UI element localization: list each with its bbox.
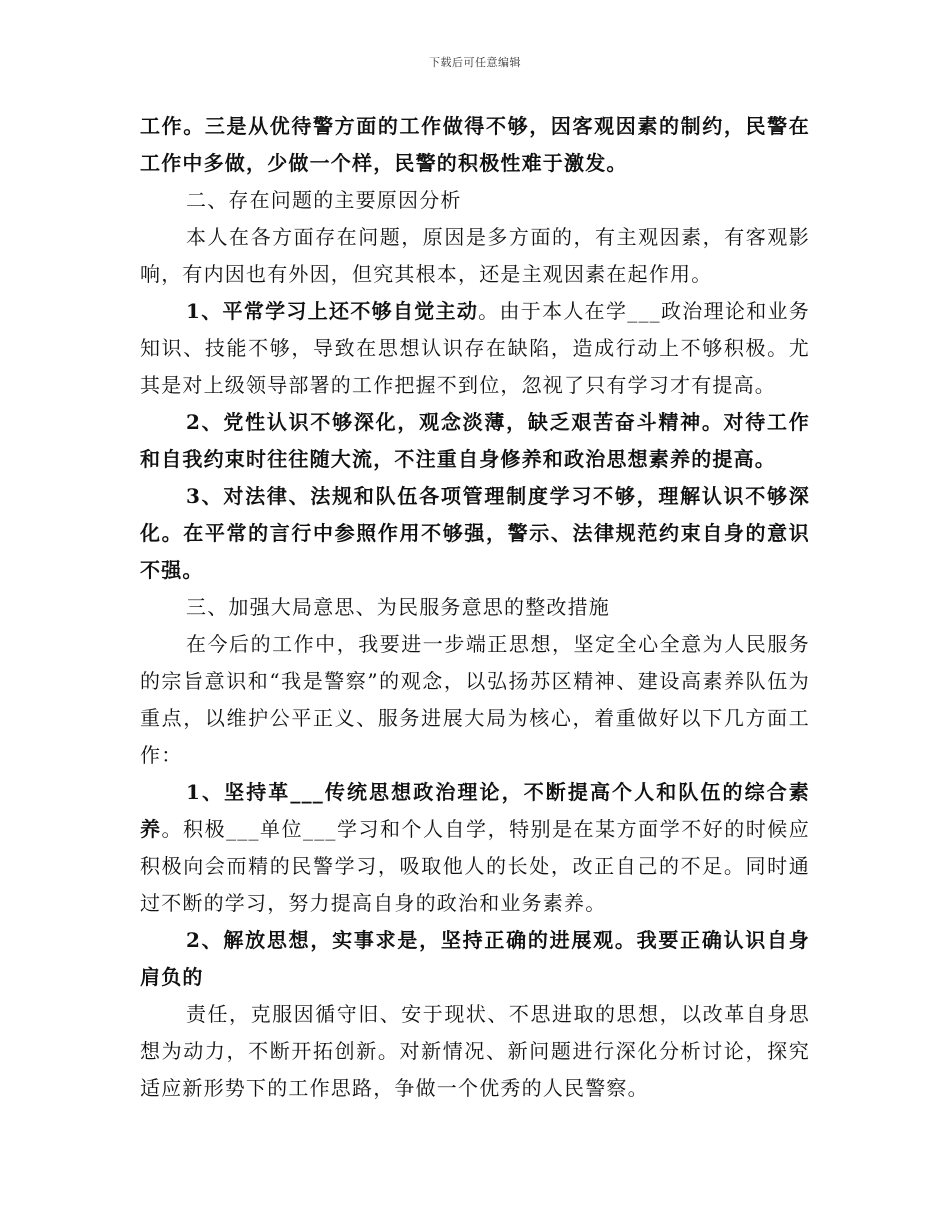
paragraph-2: 本人在各方面存在问题，原因是多方面的，有主观因素，有客观影响，有内因也有外因，但究其根本，还是主观因素在起作用。 bbox=[140, 225, 810, 286]
section-heading-2: 二、存在问题的主要原因分析 bbox=[186, 188, 462, 212]
paragraph-4: 2、党性认识不够深化，观念淡薄，缺乏艰苦奋斗精神。对待工作和自我约束时往往随大流，不注重自身修养和政治思想素养的提高。 bbox=[140, 410, 810, 471]
paragraph-1: 工作。三是从优待警方面的工作做得不够，因客观因素的制约，民警在工作中多做，少做一个样，民警的积极性难于激发。 bbox=[140, 114, 810, 175]
document-body bbox=[140, 108, 810, 1107]
paragraph-7 bbox=[140, 774, 810, 922]
paragraph-6: 在今后的工作中，我要进一步端正思想，坚定全心全意为人民服务的宗旨意识和“我是警察”的观念，以弘扬苏区精神、建设高素养队伍为重点，以维护公平正义、服务进展大局为核心，着重做好以下几方面工作： bbox=[140, 632, 810, 767]
paragraph-9: 责任，克服因循守旧、安于现状、不思进取的思想，以改革自身思想为动力，不断开拓创新。对新情况、新问题进行深化分析讨论，探究适应新形势下的工作思路，争做一个优秀的人民警察。 bbox=[140, 1002, 810, 1100]
paragraph-3-body: 。由于本人在学___政治理论和业务知识、技能不够，导致在思想认识存在缺陷，造成行动上不够积极。尤其是对上级领导部署的工作把握不到位，忽视了只有学习才有提高。 bbox=[140, 299, 810, 397]
paragraph-3 bbox=[140, 293, 810, 404]
paragraph-3-lead: 1、平常学习上还不够自觉主动 bbox=[186, 299, 479, 323]
page-header-note: 下载后可任意编辑 bbox=[429, 56, 521, 69]
paragraph-7-body: 。积极___单位___学习和个人自学，特别是在某方面学不好的时候应积极向会而精的民警学习，吸取他人的长处，改正自己的不足。同时通过不断的学习，努力提高自身的政治和业务素养。 bbox=[140, 817, 811, 915]
paragraph-5: 3、对法律、法规和队伍各项管理制度学习不够，理解认识不够深化。在平常的言行中参照作用不够强，警示、法律规范约束自身的意识不强。 bbox=[140, 484, 810, 582]
paragraph-7-lead: 1、坚持革___传统思想政治理论，不断提高个人和队伍的综合素养 bbox=[140, 780, 810, 841]
section-heading-3: 三、加强大局意思、为民服务意思的整改措施 bbox=[186, 595, 610, 619]
paragraph-8: 2、解放思想，实事求是，坚持正确的进展观。我要正确认识自身肩负的 bbox=[140, 928, 810, 989]
